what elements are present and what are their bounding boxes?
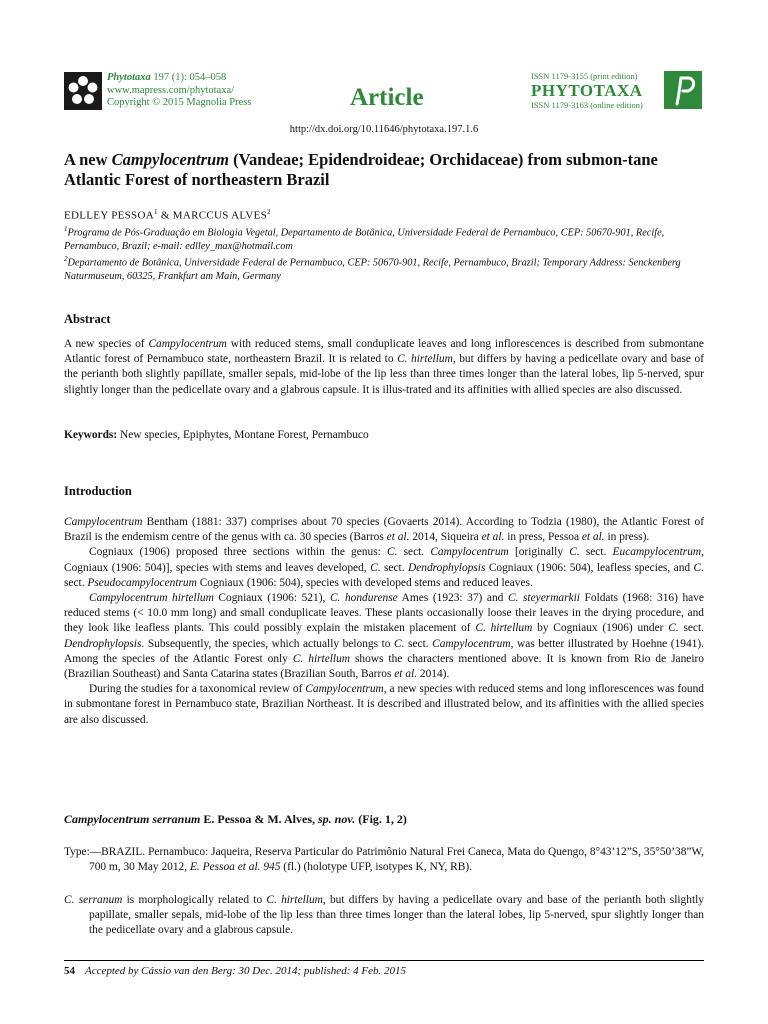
affiliations <box>64 223 704 283</box>
issn-block <box>531 71 661 110</box>
issn-online: ISSN 1179-3163 (online edition) <box>531 100 643 110</box>
author-list <box>64 208 271 222</box>
volume-issue: 197 (1): 054–058 <box>150 72 227 83</box>
species-name: Campylocentrum serranum <box>64 812 201 826</box>
intro-paragraph-1: Campylocentrum Bentham (1881: 337) comprises about 70 species (Govaerts 2014). According to Todzia (1980), the Atlantic Forest of Brazil is the endemism centre of the genus with ca. 30 species (Barros et al. 2014, Siqueira et al. in press, Pessoa et al. in press). <box>64 516 704 544</box>
journal-info <box>107 72 251 110</box>
article-title <box>64 150 704 190</box>
keywords <box>64 428 704 443</box>
affiliation-1: $^1$Programa de Pós-Graduação em Biologia Vegetal, Departamento de Botânica, Universidade Federal de Pernambuco, CEP: 50670-901, Recife, Pernambuco, Brazil; e-mail: edlley_max@hotmail.com <box>64 225 665 252</box>
introduction-body <box>64 515 704 728</box>
phytotaxa-p-logo-icon <box>664 71 702 109</box>
intro-paragraph-2: Cogniaux (1906) proposed three sections within the genus: C. sect. Campylocentrum [originally C. sect. Eucampylocentrum, Cogniaux (1906: 504)], species with stems and leaves developed, C. sect. Dendrophylopsis Cogniaux (1906: 504), leafless species, and C. sect. Pseudocampylocentrum Cogniaux (1906: 504), species with developed stems and reduced leaves. <box>64 546 704 589</box>
diagnosis: C. serranum is morphologically related to C. hirtellum, but differs by having a pedicellate ovary and base of the perianth both slightly papillate, smaller sepals, mid-lobe of the lip less than three times longer than the lateral lobes, lip 5-nerved, spur slightly longer than the pedicellate ovary and a glabrous capsule. <box>64 894 704 937</box>
author-2-affil: 2 <box>267 208 271 216</box>
introduction-heading: Introduction <box>64 484 132 498</box>
species-status: sp. nov. <box>318 812 356 826</box>
figure-reference: (Fig. 1, 2) <box>355 812 407 826</box>
intro-paragraph-3: Campylocentrum hirtellum Cogniaux (1906: 521), C. hondurense Ames (1923: 37) and C. steyermarkii Foldats (1968: 316) have reduced stems (< 10.0 mm long) and small conduplicate leaves. These plants occasionally loose their leaves in the drying procedure, and they look like leafless plants. This could possibly explain the mistaken placement of C. hirtellum by Cogniaux (1906) under C. sect. Dendrophylopsis. Subsequently, the species, which actually belongs to C. sect. Campylocentrum, was better illustrated by Hoehne (1941). Among the species of the Atlantic Forest only C. hirtellum shows the characters mentioned above. It is known from Rio de Janeiro (Brazilian Southeast) and Santa Catarina states (Brazilian South, Barros et al. 2014). <box>64 592 705 681</box>
type-label: Type: <box>64 846 90 858</box>
keywords-label: Keywords: <box>64 429 118 441</box>
affiliation-2: $^2$Departamento de Botânica, Universidade Federal de Pernambuco, CEP: 50670-901, Recife, Pernambuco, Brazil; Temporary Address: Senckenberg Naturmuseum, 60325, Frankfurt am Main, Germany <box>64 255 681 282</box>
intro-paragraph-4: During the studies for a taxonomical review of Campylocentrum, a new species with reduced stems and long inflorescences was found in submontane forest in Pernambuco state, Brazilian Northeast. It is described and illustrated below, and its affinities with the allied species are also discussed. <box>64 683 704 726</box>
journal-name: Phytotaxa <box>107 72 151 83</box>
author-1: EDLLEY PESSOA <box>64 209 154 222</box>
issn-print: ISSN 1179-3155 (print edition) <box>531 71 638 81</box>
abstract-text: A new species of Campylocentrum with reduced stems, small conduplicate leaves and long inflorescences is described from submontane Atlantic forest of Pernambuco state, northeastern Brazil. It is related to C. hirtellum, but differs by having a pedicellate ovary and base of the perianth both slightly papillate, smaller sepals, mid-lobe of the lip less than three times longer than the lateral lobes, lip 5-nerved, spur slightly longer than the pedicellate ovary and a glabrous capsule. It is illus-trated and its affinities with allied species are also discussed. <box>64 338 704 396</box>
acceptance-dates: Accepted by Cássio van den Berg: 30 Dec. 2014; published: 4 Feb. 2015 <box>85 965 406 977</box>
footer-divider <box>64 960 704 961</box>
page-footer <box>64 965 406 977</box>
flower-logo-icon <box>64 72 102 110</box>
author-conjunction: & <box>157 209 173 222</box>
title-pre: A new <box>64 150 112 169</box>
species-heading <box>64 812 407 827</box>
page-number: 54 <box>64 965 75 977</box>
journal-website-link[interactable]: www.mapress.com/phytotaxa/ <box>107 84 235 96</box>
journal-brand: PHYTOTAXA <box>531 81 643 100</box>
type-citation: Type:—BRAZIL. Pernambuco: Jaqueira, Reserva Particular do Patrimônio Natural Frei Caneca, Mata do Quengo, 8°43’12”S, 35°50’38”W, 700 m, 30 May 2012, E. Pessoa et al. 945 (fl.) (holotype UFP, isotypes K, NY, RB). <box>64 846 704 874</box>
article-label: Article <box>350 84 424 111</box>
title-post: (Vandeae; Epidendroideae; Orchidaceae) from submon-tane Atlantic Forest of northeastern Brazil <box>64 150 658 189</box>
species-authority: E. Pessoa & M. Alves, <box>200 812 319 826</box>
author-2: MARCCUS ALVES <box>172 209 268 222</box>
copyright-notice: Copyright © 2015 Magnolia Press <box>107 97 252 108</box>
abstract-heading: Abstract <box>64 312 111 326</box>
title-genus: Campylocentrum <box>111 150 230 169</box>
keywords-list: New species, Epiphytes, Montane Forest, Pernambuco <box>117 429 369 441</box>
author-1-affil: 1 <box>153 208 158 216</box>
doi-link[interactable]: http://dx.doi.org/10.11646/phytotaxa.197.1.6 <box>289 124 479 135</box>
